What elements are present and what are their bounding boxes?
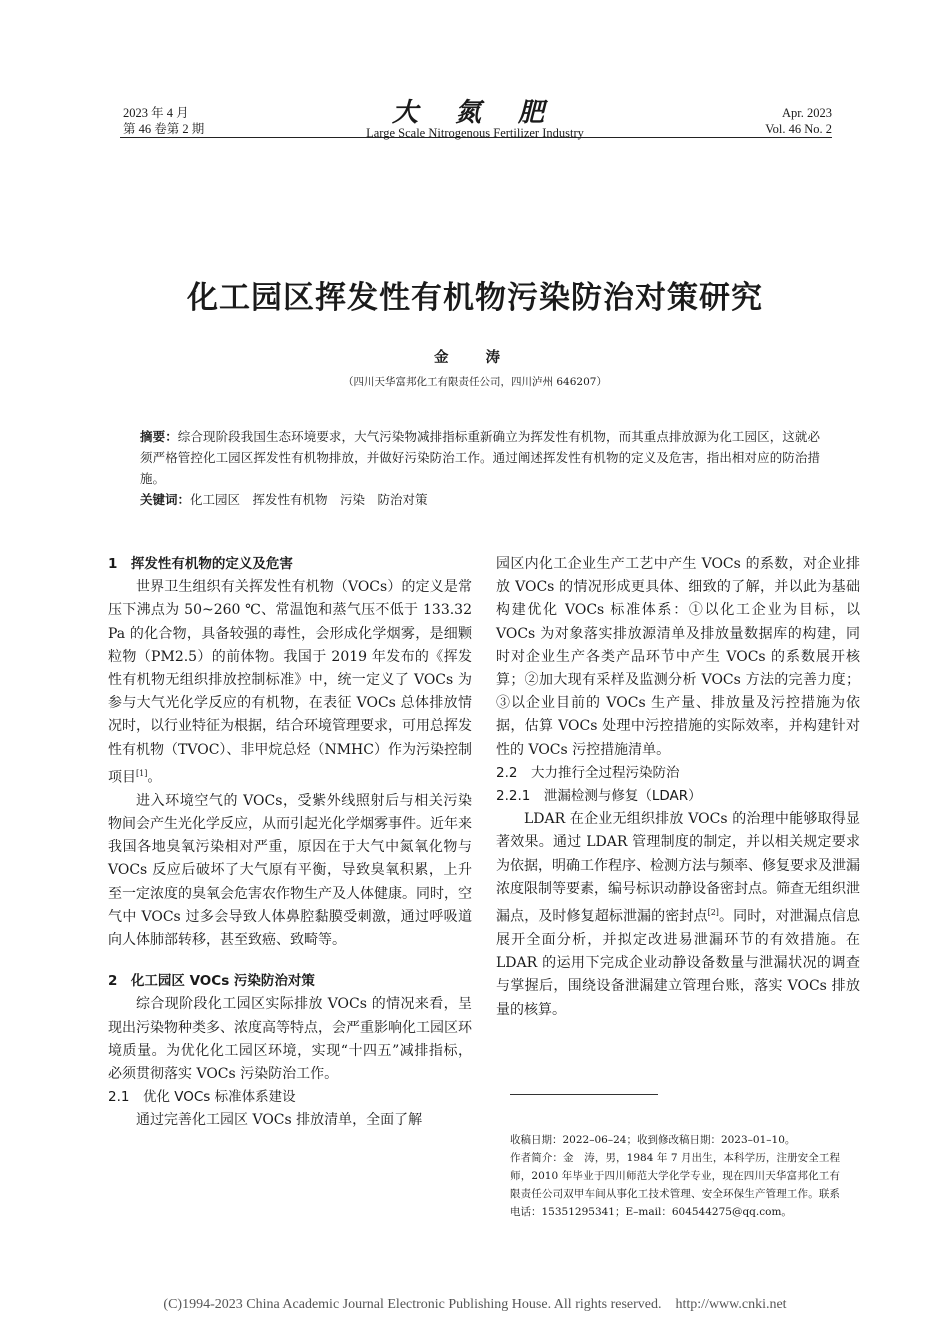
section-2-1-paragraph-1: 通过完善化工园区 VOCs 排放清单，全面了解 — [136, 1112, 423, 1129]
article-title: 化工园区挥发性有机物污染防治对策研究 — [187, 280, 763, 316]
footnote-rule — [510, 1094, 658, 1095]
keywords-line — [140, 489, 820, 510]
issue-date-en: Apr. 2023 — [782, 106, 832, 120]
section-2-1-continuation: 园区内化工企业生产工艺中产生 VOCs 的系数，对企业排放 VOCs 的情况形成更具体、细致的了解，并以此为基础构建优化 VOCs 标准体系：①以化工企业为目标，以 VOCs 为对象落实排放源清单及排放量数据库的构建，同时对企业生产各类产品环节中产生 VOCs 的系数展开核算；②加大现有采样及监测分析 VOCs 方法的完善力度；③以企业目前的 VOCs 生产量、排放量及污控措施为依据，估算 VOCs 处理中污控措施的实际效率，并构建针对性的 VOCs 污控措施清单。 — [496, 556, 860, 758]
abstract-block — [140, 426, 820, 510]
copyright-line: (C)1994-2023 China Academic Journal Electronic Publishing House. All rights reserved. http://www.cnki.net — [163, 1297, 787, 1312]
keywords-text: 化工园区 挥发性有机物 污染 防治对策 — [190, 492, 428, 507]
footnotes — [510, 1131, 840, 1221]
citation-1[interactable]: [1] — [136, 768, 148, 778]
issue-volume-cn: 第 46 卷第 2 期 — [123, 122, 205, 136]
journal-logo: 大 氮 肥 — [391, 98, 559, 128]
issue-date-cn: 2023 年 4 月 — [123, 106, 189, 120]
abstract-text: 综合现阶段我国生态环境要求，大气污染物减排指标重新确立为挥发性有机物，而其重点排放源为化工园区，这就必须严格管控化工园区挥发性有机物排放，并做好污染防治工作。通过阐述挥发性有机物的定义及危害，指出相对应的防治措施。 — [140, 429, 820, 486]
section-2-2-1-heading: 2.2.1 泄漏检测与修复（LDAR） — [496, 788, 702, 805]
section-2-2-1-text-end: 。同时，对泄漏点信息展开全面分析，并拟定改进易泄漏环节的有效措施。在 LDAR 的运用下完成企业动静设备数量与泄漏状况的调查与掌握后，围绕设备泄漏建立管理台账，落实 VOCs 排放量的核算。 — [496, 908, 860, 1018]
abstract-paragraph — [140, 426, 820, 489]
section-2-1-heading: 2.1 优化 VOCs 标准体系建设 — [108, 1089, 296, 1106]
received-date-note: 收稿日期：2022–06–24；收到修改稿日期：2023–01–10。 — [510, 1134, 796, 1146]
header-rule — [120, 137, 832, 138]
section-2-heading: 2 化工园区 VOCs 污染防治对策 — [108, 973, 315, 990]
keywords-label: 关键词： — [140, 492, 191, 507]
section-2-2-heading: 2.2 大力推行全过程污染防治 — [496, 764, 680, 781]
section-1-paragraph-1-end: 。 — [147, 769, 162, 786]
section-1-paragraph-1 — [108, 576, 472, 789]
section-2-paragraph-1: 综合现阶段化工园区实际排放 VOCs 的情况来看，呈现出污染物种类多、浓度高等特点，会严重影响化工园区环境质量。为优化化工园区环境，实现“十四五”减排指标，必须贯彻落实 VOCs 污染防治工作。 — [108, 996, 472, 1082]
header-right — [765, 105, 832, 137]
header-center — [300, 100, 650, 140]
issue-volume-en: Vol. 46 No. 2 — [765, 122, 832, 136]
journal-name-en: Large Scale Nitrogenous Fertilizer Industry — [366, 126, 584, 140]
citation-2[interactable]: [2] — [707, 908, 719, 918]
section-gap — [108, 952, 472, 970]
section-1-paragraph-1-text: 世界卫生组织有关挥发性有机物（VOCs）的定义是常压下沸点为 50~260 ℃、常温饱和蒸气压不低于 133.32 Pa 的化合物，具备较强的毒性，会形成化学烟雾，是细颗粒物（PM2.5）的前体物。我国于 2019 年发布的《挥发性有机物无组织排放控制标准》中，统一定义了 VOCs 为参与大气光化学反应的有机物，在表征 VOCs 总体排放情况时，以行业特征为根据，结合环境管理要求，可用总挥发性有机物（TVOC）、非甲烷总烃（NMHC）作为污染控制项目 — [108, 579, 472, 786]
author-affiliation: （四川天华富邦化工有限责任公司，四川泸州 646207） — [343, 376, 607, 388]
section-1-paragraph-2: 进入环境空气的 VOCs，受紫外线照射后与相关污染物间会产生光化学反应，从而引起光化学烟雾事件。近年来我国各地臭氧污染相对严重，原因在于大气中氮氧化物与 VOCs 反应后破坏了大气原有平衡，导致臭氧积累，上升至一定浓度的臭氧会危害农作物生产及人体健康。同时，空气中 VOCs 过多会导致人体鼻腔黏膜受刺激，通过呼吸道向人体肺部转移，甚至致癌、致畸等。 — [108, 792, 472, 948]
author-bio-note: 作者简介：金 涛，男，1984 年 7 月出生，本科学历，注册安全工程师，2010 年毕业于四川师范大学化学专业，现在四川天华富邦化工有限责任公司双甲车间从事化工技术管理、安全环保生产管理工作。联系电话：15351295341；E–mail：604544275@qq.com。 — [510, 1152, 840, 1218]
section-2-2-1-text: LDAR 在企业无组织排放 VOCs 的治理中能够取得显著效果。通过 LDAR 管理制度的制定，并以相关规定要求为依据，明确工作程序、检测方法与频率、修复要求及泄漏浓度限制等要素，编号标识动静设备密封点。筛查无组织泄漏点，及时修复超标泄漏的密封点 — [496, 811, 860, 925]
header-left — [123, 105, 204, 137]
author-name: 金 涛 — [433, 350, 517, 366]
abstract-label: 摘要： — [140, 429, 178, 444]
right-column — [496, 553, 860, 1022]
left-column — [108, 553, 472, 1133]
section-1-heading: 1 挥发性有机物的定义及危害 — [108, 556, 293, 572]
section-2-2-1-paragraph-1 — [496, 808, 860, 1021]
